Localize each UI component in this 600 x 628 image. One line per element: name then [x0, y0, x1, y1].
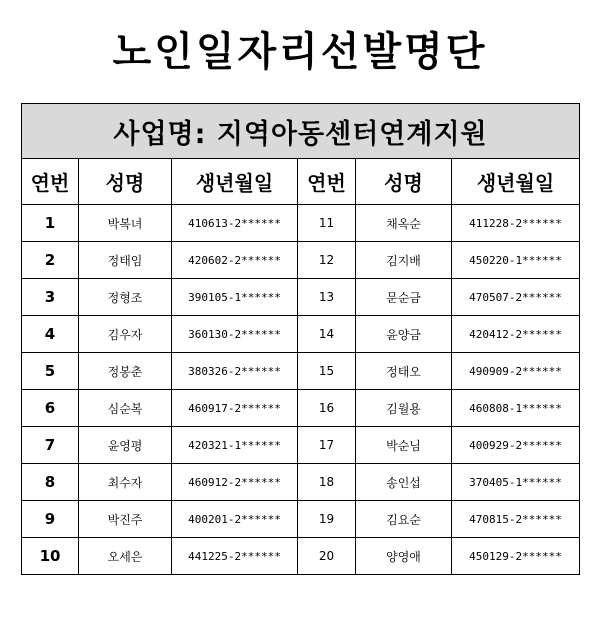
name-cell: 최수자 [79, 464, 172, 501]
birthdate-cell: 490909-2****** [452, 353, 580, 390]
table-row [22, 205, 580, 242]
name-cell: 박진주 [79, 501, 172, 538]
row-number-cell: 14 [298, 316, 356, 353]
row-number-cell: 10 [22, 538, 79, 575]
name-cell: 김우자 [79, 316, 172, 353]
row-number-cell: 1 [22, 205, 79, 242]
birthdate-cell: 420412-2****** [452, 316, 580, 353]
column-header-name: 성명 [79, 159, 172, 205]
table-row [22, 501, 580, 538]
row-number-cell: 5 [22, 353, 79, 390]
row-number-cell: 17 [298, 427, 356, 464]
table-row [22, 316, 580, 353]
name-cell: 송인섭 [356, 464, 452, 501]
table-row [22, 427, 580, 464]
birthdate-cell: 450220-1****** [452, 242, 580, 279]
column-header-row [22, 159, 580, 205]
row-number-cell: 11 [298, 205, 356, 242]
birthdate-cell: 460808-1****** [452, 390, 580, 427]
project-row [22, 104, 580, 159]
name-cell: 정태오 [356, 353, 452, 390]
row-number-cell: 18 [298, 464, 356, 501]
row-number-cell: 6 [22, 390, 79, 427]
column-header-name: 성명 [356, 159, 452, 205]
row-number-cell: 16 [298, 390, 356, 427]
name-cell: 박순님 [356, 427, 452, 464]
birthdate-cell: 470507-2****** [452, 279, 580, 316]
column-header-dob: 생년월일 [452, 159, 580, 205]
column-header-no: 연번 [298, 159, 356, 205]
birthdate-cell: 470815-2****** [452, 501, 580, 538]
birthdate-cell: 460917-2****** [172, 390, 298, 427]
page-title: 노인일자리선발명단 [112, 29, 488, 75]
birthdate-cell: 370405-1****** [452, 464, 580, 501]
birthdate-cell: 411228-2****** [452, 205, 580, 242]
row-number-cell: 9 [22, 501, 79, 538]
birthdate-cell: 441225-2****** [172, 538, 298, 575]
table-row [22, 538, 580, 575]
name-cell: 윤영평 [79, 427, 172, 464]
name-cell: 양영애 [356, 538, 452, 575]
project-name: 지역아동센터연계지원 [216, 118, 488, 150]
birthdate-cell: 400201-2****** [172, 501, 298, 538]
row-number-cell: 2 [22, 242, 79, 279]
row-number-cell: 13 [298, 279, 356, 316]
birthdate-cell: 420602-2****** [172, 242, 298, 279]
name-cell: 윤양금 [356, 316, 452, 353]
birthdate-cell: 360130-2****** [172, 316, 298, 353]
table-row [22, 242, 580, 279]
column-header-no: 연번 [22, 159, 79, 205]
table-row [22, 279, 580, 316]
row-number-cell: 19 [298, 501, 356, 538]
row-number-cell: 20 [298, 538, 356, 575]
selection-table [21, 103, 580, 575]
project-title [22, 104, 580, 159]
table-row [22, 390, 580, 427]
name-cell: 심순복 [79, 390, 172, 427]
birthdate-cell: 410613-2****** [172, 205, 298, 242]
name-cell: 박복녀 [79, 205, 172, 242]
row-number-cell: 7 [22, 427, 79, 464]
row-number-cell: 15 [298, 353, 356, 390]
birthdate-cell: 460912-2****** [172, 464, 298, 501]
name-cell: 채옥순 [356, 205, 452, 242]
column-header-dob: 생년월일 [172, 159, 298, 205]
name-cell: 김월용 [356, 390, 452, 427]
row-number-cell: 8 [22, 464, 79, 501]
row-number-cell: 4 [22, 316, 79, 353]
name-cell: 김요순 [356, 501, 452, 538]
birthdate-cell: 400929-2****** [452, 427, 580, 464]
table-row [22, 464, 580, 501]
birthdate-cell: 420321-1****** [172, 427, 298, 464]
birthdate-cell: 380326-2****** [172, 353, 298, 390]
name-cell: 오세은 [79, 538, 172, 575]
name-cell: 정태임 [79, 242, 172, 279]
name-cell: 정봉춘 [79, 353, 172, 390]
name-cell: 문순금 [356, 279, 452, 316]
birthdate-cell: 450129-2****** [452, 538, 580, 575]
name-cell: 김지배 [356, 242, 452, 279]
project-label: 사업명: [113, 118, 207, 150]
row-number-cell: 12 [298, 242, 356, 279]
row-number-cell: 3 [22, 279, 79, 316]
name-cell: 정형조 [79, 279, 172, 316]
table-row [22, 353, 580, 390]
birthdate-cell: 390105-1****** [172, 279, 298, 316]
